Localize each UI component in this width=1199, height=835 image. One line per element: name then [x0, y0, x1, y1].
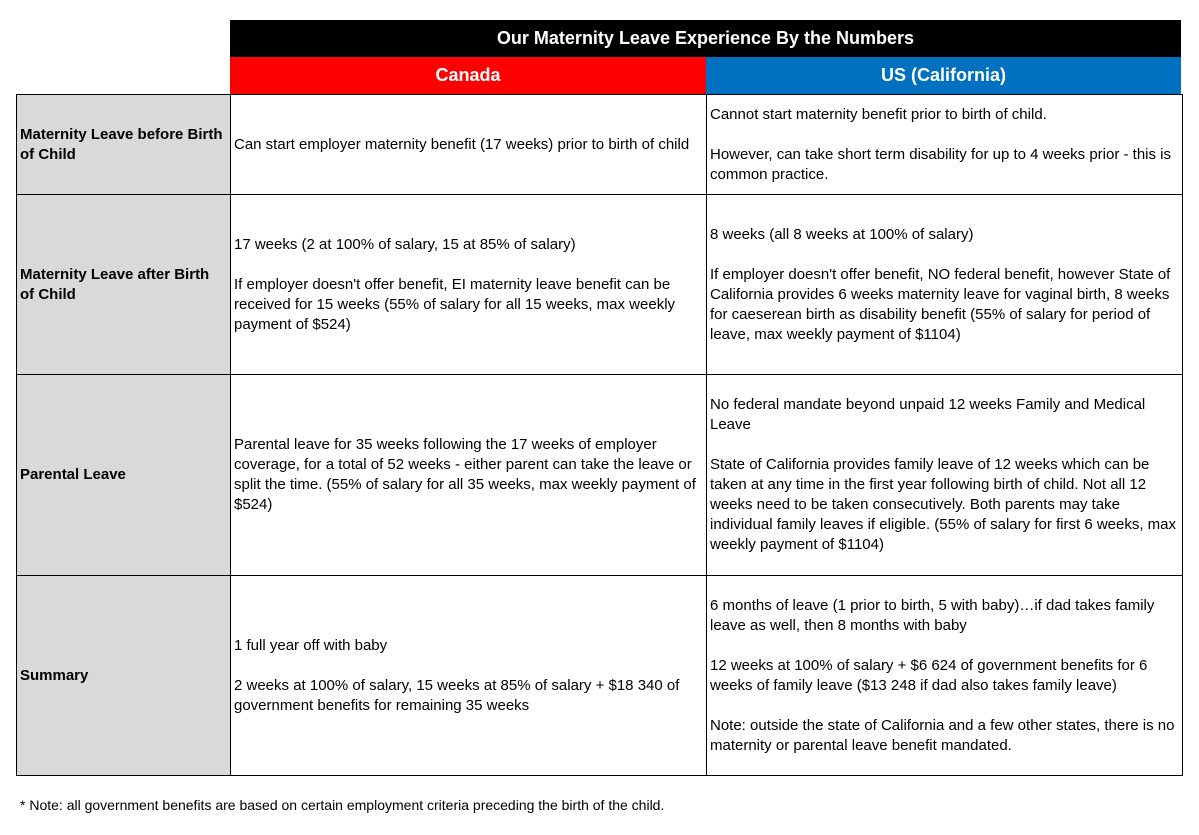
row-label: Maternity Leave before Birth of Child [17, 95, 231, 195]
cell-text: State of California provides family leave of 12 weeks which can be taken at any time in the first year following birth of child. Not all 12 weeks need to be taken consecutively. Both parents may take individual family leaves if eligible. (55% of salary for first 6 weeks, max weekly payment of $1104) [710, 456, 1177, 553]
cell-text: However, can take short term disability for up to 4 weeks prior - this is common practice. [710, 145, 1172, 183]
table-title: Our Maternity Leave Experience By the Numbers [230, 20, 1181, 57]
table-row [17, 195, 1183, 375]
cell-text: Can start employer maternity benefit (17 weeks) prior to birth of child [234, 135, 690, 153]
cell-text: 17 weeks (2 at 100% of salary, 15 at 85% of salary) [234, 235, 576, 253]
row-label: Summary [17, 576, 231, 776]
canada-cell [231, 375, 707, 576]
table-row [17, 375, 1183, 576]
us-cell [707, 375, 1183, 576]
canada-cell [231, 95, 707, 195]
us-cell [707, 576, 1183, 776]
cell-text: 2 weeks at 100% of salary, 15 weeks at 85% of salary + $18 340 of government benefits for remaining 35 weeks [234, 676, 680, 714]
us-cell [707, 95, 1183, 195]
canada-cell [231, 576, 707, 776]
cell-text: If employer doesn't offer benefit, NO federal benefit, however State of California provides 6 weeks maternity leave for vaginal birth, 8 weeks for caeserean birth as disability benefit (55% of salary for period of leave, max weekly payment of $1104) [710, 265, 1171, 343]
cell-text: Parental leave for 35 weeks following the 17 weeks of employer coverage, for a total of 52 weeks - either parent can take the leave or split the time. (55% of salary for all 35 weeks, max weekly payment of $524) [234, 436, 696, 513]
canada-cell [231, 195, 707, 375]
row-label: Parental Leave [17, 375, 231, 576]
footnote: * Note: all government benefits are based on certain employment criteria preceding the birth of the child. [20, 797, 665, 813]
cell-text: Note: outside the state of California and a few other states, there is no maternity or parental leave benefit mandated. [710, 716, 1175, 754]
cell-text: If employer doesn't offer benefit, EI maternity leave benefit can be received for 15 weeks (55% of salary for all 15 weeks, max weekly payment of $524) [234, 275, 676, 333]
cell-text: 8 weeks (all 8 weeks at 100% of salary) [710, 225, 974, 243]
cell-text: 6 months of leave (1 prior to birth, 5 with baby)…if dad takes family leave as well, then 8 months with baby [710, 596, 1155, 634]
table-row [17, 95, 1183, 195]
cell-text: 1 full year off with baby [234, 636, 388, 654]
us-cell [707, 195, 1183, 375]
table-row [17, 576, 1183, 776]
comparison-table [16, 94, 1183, 776]
cell-text: Cannot start maternity benefit prior to birth of child. [710, 105, 1047, 123]
column-header-canada: Canada [230, 57, 706, 94]
cell-text: 12 weeks at 100% of salary + $6 624 of government benefits for 6 weeks of family leave ($13 248 if dad also takes family leave) [710, 656, 1148, 694]
cell-text: No federal mandate beyond unpaid 12 weeks Family and Medical Leave [710, 396, 1146, 433]
row-label: Maternity Leave after Birth of Child [17, 195, 231, 375]
column-header-us: US (California) [706, 57, 1181, 94]
